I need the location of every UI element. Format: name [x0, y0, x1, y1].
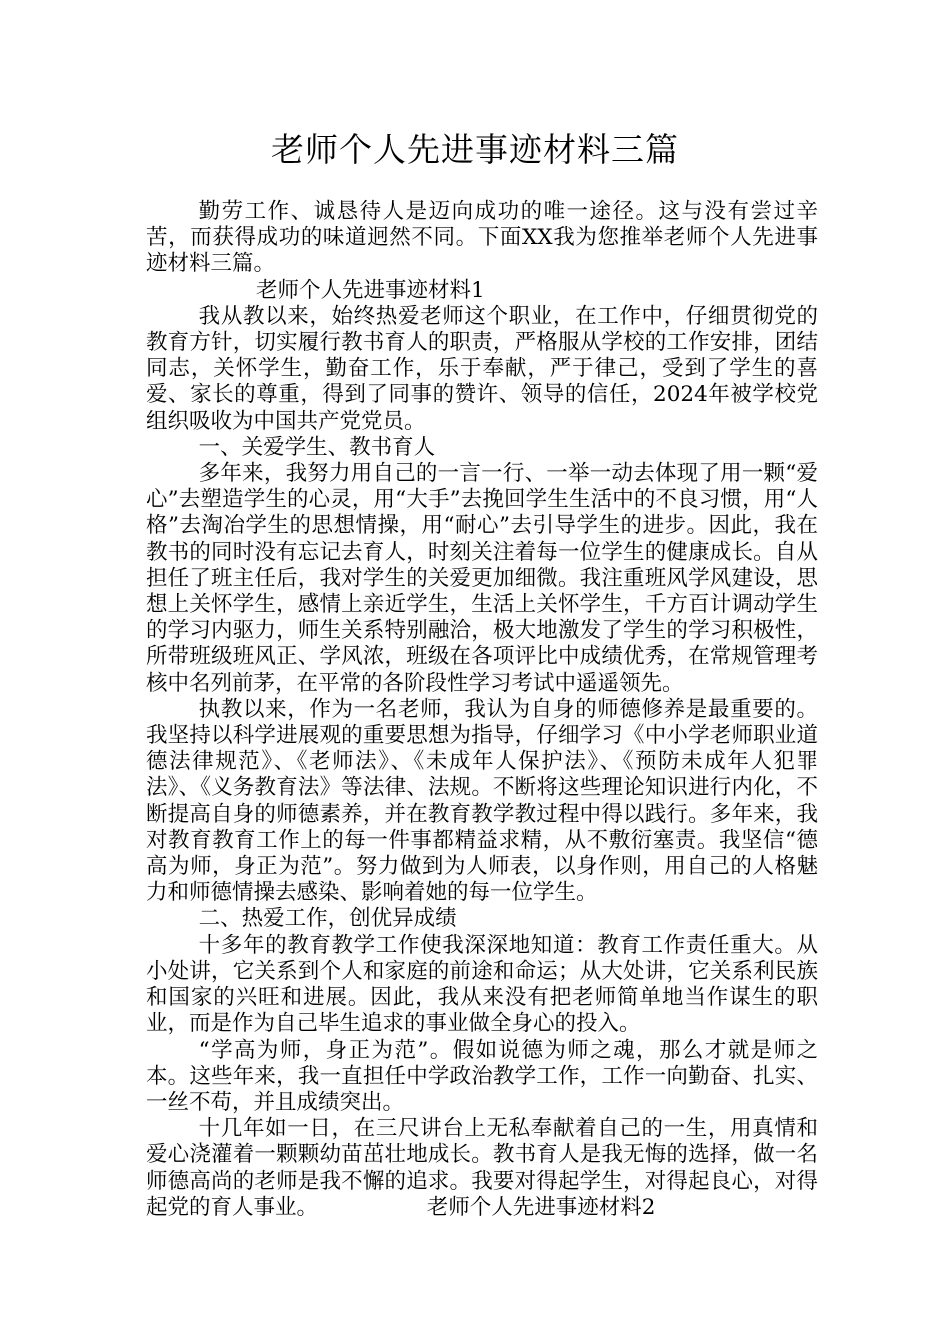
subtitle-material-2: 老师个人先进事迹材料2 [426, 1194, 656, 1220]
paragraph-6 [146, 1116, 818, 1221]
paragraph-3: 执教以来，作为一名老师，我认为自身的师德修养是最重要的。我坚持以科学进展观的重要思想为指导，仔细学习《中小学老师职业道德法律规范》、《老师法》、《未成年人保护法》、《预防未成年人犯罪法》、《义务教育法》等法律、法规。不断将这些理论知识进行内化，不断提高自身的师德素养，并在教育教学教过程中得以践行。多年来，我对教育教育工作上的每一件事都精益求精，从不敷衍塞责。我坚信“德高为师，身正为范”。努力做到为人师表，以身作则，用自己的人格魅力和师德情操去感染、影响着她的每一位学生。 [146, 696, 818, 906]
paragraph-1: 我从教以来，始终热爱老师这个职业，在工作中，仔细贯彻党的教育方针，切实履行教书育人的职责，严格服从学校的工作安排，团结同志，关怀学生，勤奋工作，乐于奉献，严于律己，受到了学生的喜爱、家长的尊重，得到了同事的赞许、领导的信任，2024年被学校党组织吸收为中国共产党党员。 [146, 303, 818, 434]
paragraph-5: “学高为师，身正为范”。假如说德为师之魂，那么才就是师之本。这些年来，我一直担任中学政治教学工作，工作一向勤奋、扎实、一丝不苟，并且成绩突出。 [146, 1037, 818, 1115]
intro-paragraph: 勤劳工作、诚恳待人是迈向成功的唯一途径。这与没有尝过辛苦，而获得成功的味道迥然不同。下面XX我为您推举老师个人先进事迹材料三篇。 [146, 199, 818, 277]
subtitle-material-1: 老师个人先进事迹材料1 [256, 277, 485, 303]
paragraph-6-text: 十几年如一日，在三尺讲台上无私奉献着自己的一生，用真情和爱心浇灌着一颗颗幼苗茁壮地成长。教书育人是我无悔的选择，做一名师德高尚的老师是我不懈的追求。我要对得起学生，对得起良心，对得起党的育人事业。 [146, 1116, 818, 1220]
document-title: 老师个人先进事迹材料三篇 [271, 130, 679, 169]
section-heading-1: 一、关爱学生、教书育人 [198, 434, 436, 460]
paragraph-2: 多年来，我努力用自己的一言一行、一举一动去体现了用一颗“爱心”去塑造学生的心灵，用“大手”去挽回学生生活中的不良习惯，用“人格”去淘冶学生的思想情操，用“耐心”去引导学生的进步。因此，我在教书的同时没有忘记去育人，时刻关注着每一位学生的健康成长。自从担任了班主任后，我对学生的关爱更加细微。我注重班风学风建设，思想上关怀学生，感情上亲近学生，生活上关怀学生，千方百计调动学生的学习内驱力，师生关系特别融洽，极大地激发了学生的学习积极性，所带班级班风正、学风浓，班级在各项评比中成绩优秀，在常规管理考核中名列前茅，在平常的各阶段性学习考试中遥遥领先。 [146, 461, 818, 696]
document-body [146, 199, 818, 1221]
paragraph-4: 十多年的教育教学工作使我深深地知道：教育工作责任重大。从小处讲，它关系到个人和家庭的前途和命运；从大处讲，它关系利民族和国家的兴旺和进展。因此，我从来没有把老师简单地当作谋生的职业，而是作为自己毕生追求的事业做全身心的投入。 [146, 932, 818, 1037]
section-heading-2: 二、热爱工作，创优异成绩 [198, 906, 457, 932]
